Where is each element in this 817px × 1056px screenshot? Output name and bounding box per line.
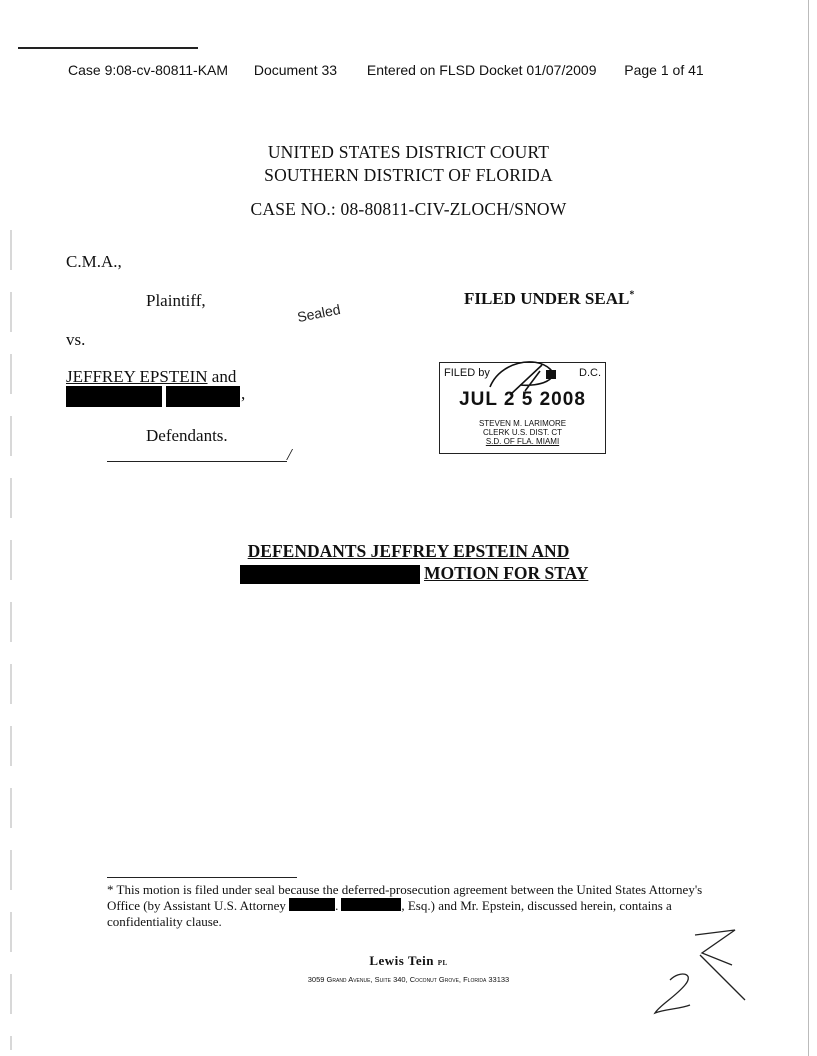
filed-under-seal [464, 289, 634, 309]
firm-suffix: PL [437, 959, 448, 967]
redaction-block [166, 386, 240, 407]
redaction-block [341, 898, 401, 911]
stamp-dc: D.C. [579, 367, 601, 379]
court-heading [0, 141, 817, 187]
plaintiff-name: C.M.A., [66, 252, 122, 271]
redaction-block [289, 898, 335, 911]
footnote-rule [107, 877, 297, 878]
redaction-block [66, 386, 162, 407]
defendants-label: Defendants. [146, 426, 228, 445]
footnote-text-3: , Esq.) and Mr. Epstein, discussed herein, contains a confidentiality clause. [107, 898, 672, 929]
motion-title-line-1: DEFENDANTS JEFFREY EPSTEIN AND [247, 541, 570, 561]
stamp-clerk-line-2: CLERK U.S. DIST. CT [482, 428, 563, 437]
header-entered: Entered on FLSD Docket 01/07/2009 [366, 62, 597, 78]
sealed-stamp: Sealed [295, 300, 342, 326]
defendant-line [66, 367, 236, 387]
clerk-filed-stamp [439, 362, 606, 454]
stamp-clerk-line-3: S.D. OF FLA. MIAMI [485, 437, 560, 446]
caption-slash: / [287, 445, 292, 464]
stamp-date: JUL 2 5 2008 [459, 389, 586, 410]
footnote-text-2: . [335, 898, 339, 913]
versus: vs. [66, 330, 86, 349]
defendant-and: and [207, 367, 237, 386]
header-document: Document 33 [253, 62, 338, 78]
court-line-2: SOUTHERN DISTRICT OF FLORIDA [264, 165, 553, 185]
redaction-block [240, 565, 420, 584]
plaintiff-label: Plaintiff, [146, 291, 206, 310]
scan-top-rule [18, 47, 198, 49]
firm-address-text: 3059 Grand Avenue, Suite 340, Coconut Grove, Florida 33133 [307, 975, 510, 984]
stamp-filed-by: FILED by [444, 367, 490, 379]
motion-title [0, 540, 817, 584]
footnote [107, 882, 719, 930]
motion-title-line-2: MOTION FOR STAY [424, 563, 589, 583]
firm-name-text: Lewis Tein [369, 953, 434, 968]
footnote-text-1: This motion is filed under seal because the deferred-prosecution agreement between the United States Attorney's Office (by Assistant U.S. Attorney [107, 882, 703, 913]
header-page: Page 1 of 41 [624, 62, 704, 78]
court-line-1: UNITED STATES DISTRICT COURT [267, 142, 550, 162]
caption-rule [107, 461, 287, 462]
motion-title-line-2-row [0, 562, 817, 584]
handwritten-mark-icon [640, 925, 750, 1025]
footnote-marker: * [107, 882, 114, 897]
scan-left-edge [10, 230, 12, 1050]
seal-footnote-marker: * [629, 289, 635, 301]
header-case: Case 9:08-cv-80811-KAM [68, 62, 229, 78]
defendant-name: JEFFREY EPSTEIN [66, 367, 208, 386]
stamp-clerk [440, 419, 605, 446]
defendant-comma: , [241, 384, 246, 403]
stamp-clerk-line-1: STEVEN M. LARIMORE [478, 419, 567, 428]
filed-under-seal-text: FILED UNDER SEAL [464, 289, 630, 308]
case-number: CASE NO.: 08-80811-CIV-ZLOCH/SNOW [250, 199, 567, 219]
docket-header [68, 62, 808, 78]
